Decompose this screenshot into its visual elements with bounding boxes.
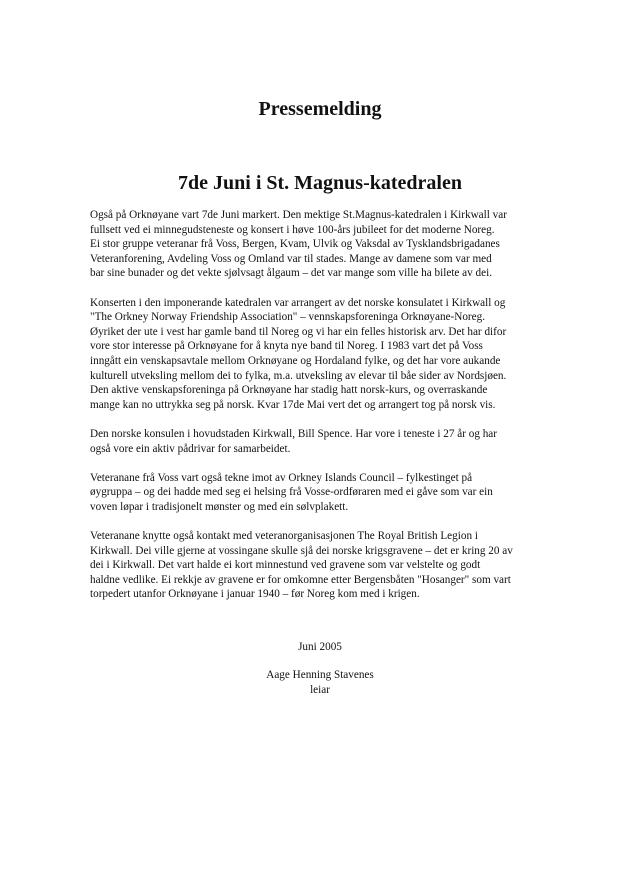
signature-role: leiar (310, 684, 330, 696)
paragraph-4: Veteranane frå Voss vart også tekne imot av Orkney Islands Council – fylkestinget på øygruppa – og dei hadde med seg ei helsing frå Vosse-ordføraren med ei gåve som var ein voven løpar i tradisjonelt mønster og med ein sølvplakett. (90, 471, 493, 513)
document-title: Pressemelding (258, 98, 382, 120)
document-subtitle: 7de Juni i St. Magnus-katedralen (178, 172, 462, 194)
signature-name: Aage Henning Stavenes (266, 669, 374, 681)
paragraph-3: Den norske konsulen i hovudstaden Kirkwall, Bill Spence. Har vore i teneste i 27 år og har også vore ein aktiv pådrivar for samarbeidet. (90, 427, 497, 455)
paragraph-5: Veteranane knytte også kontakt med veteranorganisasjonen The Royal British Legion i Kirkwall. Dei ville gjerne at vossingane skulle sjå dei norske krigsgravene – det er kring 20 av dei i Kirkwall. Det vart halde ei kort minnestund ved gravene som var velstelte og godt haldne vedlike. Ei rekkje av gravene er for omkomne etter Bergensbåten "Hosanger" som vart torpedert utanfor Orknøyane i januar 1940 – før Noreg kom med i krigen. (90, 530, 513, 601)
paragraph-2: Konserten i den imponerande katedralen var arrangert av det norske konsulatet i Kirkwall og "The Orkney Norway Friendship Association" – vennskapsforeninga Orknøyane-Noreg. Øyriket der ute i vest har gamle band til Noreg og vi har ein felles historisk arv. Det har difor vore stor interesse på Orknøyane for å knyta nye band til Noreg. I 1983 vart det på Voss inngått ein venskapsavtale mellom Orknøyane og Hordaland fylke, og det har vore aukande kulturell utveksling mellom dei to fylka, m.a. utveksling av elevar til båe sider av Nordsjøen. Den aktive venskapsforeninga på Orknøyane har stadig hatt norsk-kurs, og overraskande mange kan no uttrykka seg på norsk. Kvar 17de Mai vert det og arrangert tog på norsk vis. (90, 296, 507, 411)
paragraph-1: Også på Orknøyane vart 7de Juni markert. Den mektige St.Magnus-katedralen i Kirkwall var fullsett ved ei minnegudsteneste og konsert i høve 100-års jubileet for det moderne Noreg. Ei stor gruppe veteranar frå Voss, Bergen, Kvam, Ulvik og Vaksdal av Tysklandsbrigadanes Veteranforening, Avdeling Voss og Omland var til stades. Mange av damene som var med bar sine bunader og det vekte sjølvsagt ålgaum – det var mange som ville ha bilete av dei. (90, 209, 507, 280)
body-text (90, 208, 560, 617)
closing-date: Juni 2005 (298, 641, 342, 653)
